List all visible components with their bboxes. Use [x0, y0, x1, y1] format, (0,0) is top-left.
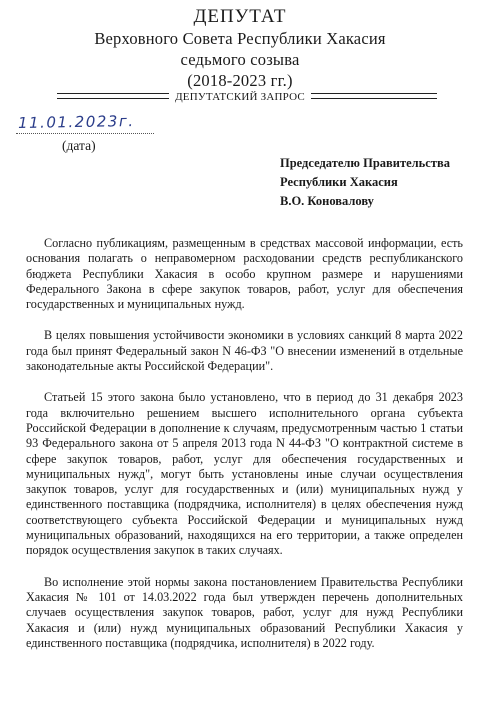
- handwritten-date: 11.01.2023г.: [17, 111, 135, 133]
- letterhead-council: Верховного Совета Республики Хакасия: [94, 29, 386, 48]
- addressee-name: В.О. Коновалову: [280, 194, 374, 208]
- paragraph-4: Во исполнение этой нормы закона постановлением Правительства Республики Хакасия № 101 от 14.03.2022 года был утвержден перечень дополнительных случаев осуществления закупок товаров, работ, услуг для нужд Республики Хакасия и (или) нужд муниципальных образований Республики Хакасия у единственного поставщика (подрядчика, исполнителя) в 2022 году.: [26, 574, 463, 650]
- letterhead: [0, 6, 480, 91]
- addressee-block: [280, 154, 450, 211]
- date-caption: (дата): [62, 138, 96, 153]
- document-type: [0, 91, 480, 103]
- addressee-position: Председателю Правительства: [280, 156, 450, 170]
- document-body: [26, 236, 463, 667]
- letterhead-years: (2018-2023 гг.): [187, 71, 293, 90]
- paragraph-3: Статьей 15 этого закона было установлено, что в период до 31 декабря 2023 года включительно решением высшего исполнительного органа субъекта Российской Федерации в дополнение к случаям, предусмотренным частью 1 статьи 93 Федерального закона от 5 апреля 2013 года N 44-ФЗ "О контрактной системе в сфере закупок товаров, работ, услуг для обеспечения государственных и муниципальных нужд", могут быть установлены иные случаи осуществления закупок товаров, услуг для государственных и (или) муниципальных нужд у единственного поставщика (подрядчика, исполнителя) в целях обеспечения нужд соответствующего субъекта Российской Федерации и муниципальных нужд муниципальных образований, находящихся на его территории, а также определен порядок осуществления закупок в таких случаях.: [26, 390, 463, 558]
- addressee-region: Республики Хакасия: [280, 175, 398, 189]
- date-underline: [16, 133, 154, 134]
- letterhead-convocation: седьмого созыва: [180, 50, 300, 69]
- paragraph-2: В целях повышения устойчивости экономики в условиях санкций 8 марта 2022 года был принят Федеральный закон N 46-ФЗ "О внесении изменений в отдельные законодательные акты Российской Федерации".: [26, 328, 463, 374]
- letterhead-title: ДЕПУТАТ: [193, 6, 287, 27]
- paragraph-1: Согласно публикациям, размещенным в средствах массовой информации, есть основания полагать о неправомерном расходовании средств республиканского бюджета Республики Хакасия в особо крупном размере и нарушениями Федерального Закона в сфере закупок товаров, работ, услуг для обеспечения государственных и муниципальных нужд.: [26, 236, 463, 312]
- document-type-label: ДЕПУТАТСКИЙ ЗАПРОС: [169, 91, 311, 103]
